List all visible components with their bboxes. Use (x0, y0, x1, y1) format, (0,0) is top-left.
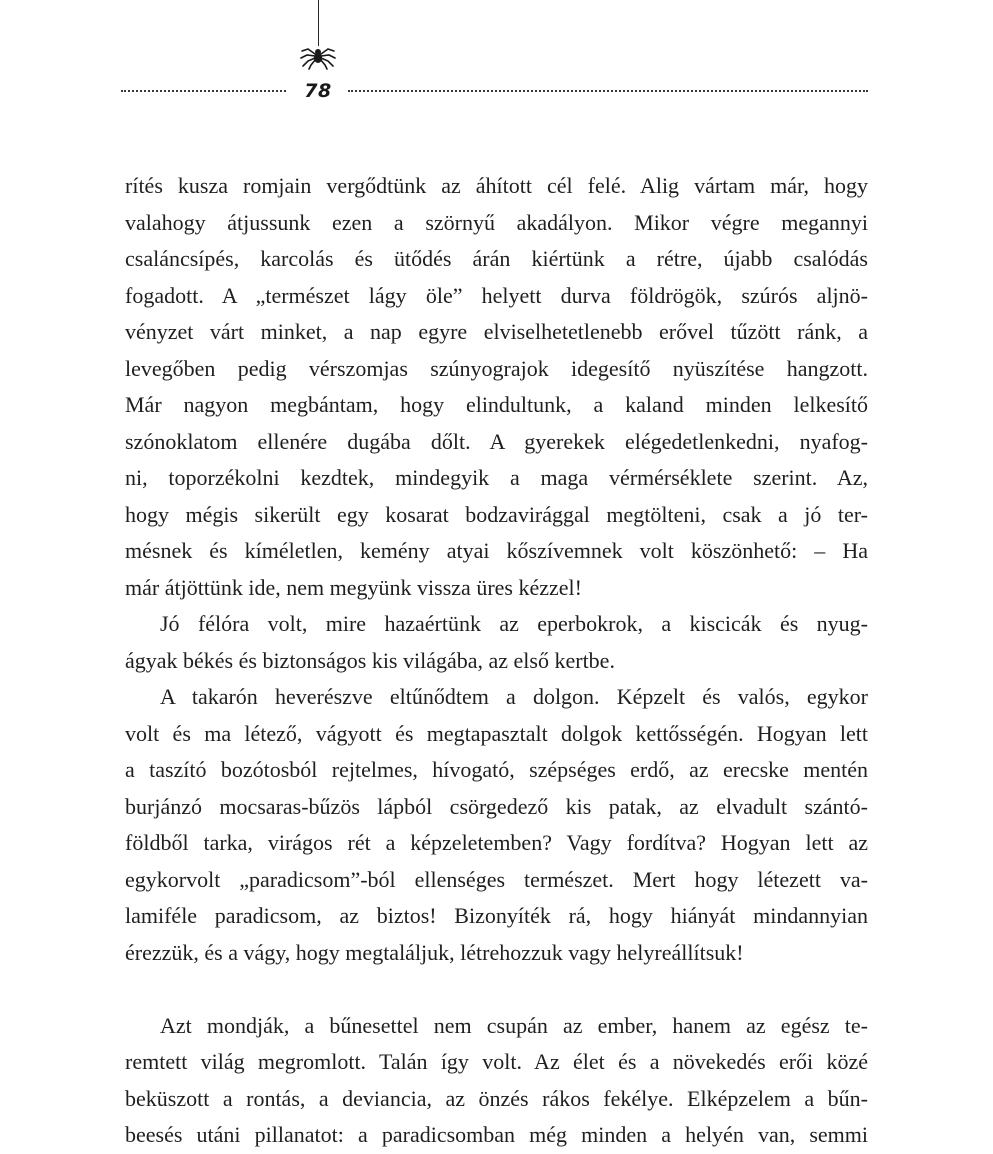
text-line: csaláncsípés, karcolás és ütődés árán kiértünk a rétre, újabb csalódás (125, 246, 868, 271)
text-line: A takarón heverészve eltűnődtem a dolgon. Képzelt és valós, egykor (160, 684, 868, 709)
text-line: Azt mondják, a bűnesettel nem csupán az ember, hanem az egész te- (160, 1012, 868, 1038)
text-line: egykorvolt „paradicsom”-ból ellenséges természet. Mert hogy létezett va- (125, 866, 868, 892)
text-line: burjánzó mocsaras-bűzös lápból csörgedező kis patak, az elvadult szántó- (125, 793, 868, 819)
text-line: beküszott a rontás, a deviancia, az önzés rákos fekélye. Elképzelem a bűn- (125, 1085, 868, 1111)
text-line: szónoklatom ellenére dugába dőlt. A gyerekek elégedetlenkedni, nyafog- (125, 428, 868, 454)
header-rule-left (121, 90, 286, 92)
text-line: Jó félóra volt, mire hazaértünk az eperbokrok, a kiscicák és nyug- (160, 611, 868, 636)
text-line: volt és ma létező, vágyott és megtapasztalt dolgok kettősségén. Hogyan lett (125, 720, 868, 746)
text-line: remtett világ megromlott. Talán így volt. Az élet és a növekedés erői közé (125, 1049, 868, 1074)
text-line: mésnek és kíméletlen, kemény atyai kőszívemnek volt köszönhető: – Ha (125, 538, 868, 563)
text-line: földből tarka, virágos rét a képzeletemben? Vagy fordítva? Hogyan lett az (125, 830, 868, 855)
text-line: ni, toporzékolni kezdtek, mindegyik a maga vérmérséklete szerint. Az, (125, 465, 868, 490)
page-header (0, 0, 993, 110)
text-line: rítés kusza romjain vergődtünk az áhított cél felé. Alig vártam már, hogy (125, 173, 868, 198)
text-line: hogy mégis sikerült egy kosarat bodzavirággal megtölteni, csak a jó ter- (125, 501, 868, 527)
spider-icon (300, 40, 336, 70)
text-line: levegőben pedig vérszomjas szúnyograjok idegesítő nyüszítése hangzott. (125, 355, 868, 381)
text-line: ágyak békés és biztonságos kis világába, az első kertbe. (125, 647, 615, 673)
body-text (125, 168, 868, 1154)
text-line: valahogy átjussunk ezen a szörnyű akadályon. Mikor végre megannyi (125, 209, 868, 235)
text-line: már átjöttünk ide, nem megyünk vissza üres kézzel! (125, 574, 582, 600)
text-line: a taszító bozótosból rejtelmes, hívogató, szépséges erdő, az erecske mentén (125, 757, 868, 782)
text-line: érezzük, és a vágy, hogy megtaláljuk, létrehozzuk vagy helyreállítsuk! (125, 939, 744, 965)
section-gap (125, 971, 868, 1008)
text-line: vényzet várt minket, a nap egyre elviselhetetlenebb erővel tűzött ránk, a (125, 319, 868, 344)
header-rule-right (348, 90, 868, 92)
page-number: 78 (304, 80, 332, 102)
text-line: lamiféle paradicsom, az biztos! Bizonyíték rá, hogy hiányát mindannyian (125, 903, 868, 928)
text-line: beesés utáni pillanatot: a paradicsomban még minden a helyén van, semmi (125, 1122, 868, 1147)
text-line: Már nagyon megbántam, hogy elindultunk, a kaland minden lelkesítő (125, 392, 868, 417)
text-line: fogadott. A „természet lágy öle” helyett durva földrögök, szúrós aljnö- (125, 282, 868, 308)
